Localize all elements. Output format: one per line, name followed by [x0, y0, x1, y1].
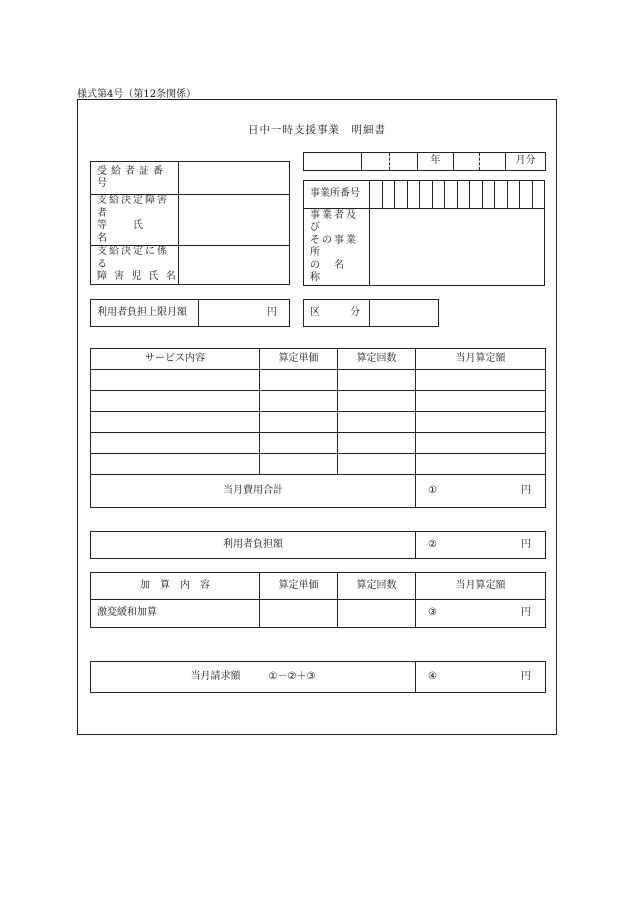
- service-content-field[interactable]: [91, 454, 260, 475]
- claim-table: [90, 661, 546, 693]
- unit-price-field[interactable]: [260, 412, 338, 433]
- office-number-digit[interactable]: [382, 181, 395, 209]
- date-era-cell[interactable]: [304, 153, 362, 171]
- addition-header-count: 算定回数: [338, 573, 416, 600]
- addition-unit-price-field[interactable]: [260, 600, 338, 628]
- burden-field[interactable]: [416, 532, 546, 559]
- limit-label: 利用者負担上限月額: [91, 300, 199, 327]
- service-header-amount: 当月算定額: [416, 349, 546, 370]
- office-number-digit[interactable]: [420, 181, 433, 209]
- service-content-field[interactable]: [91, 391, 260, 412]
- total-cost-unit: 円: [521, 484, 531, 496]
- office-number-digit[interactable]: [482, 181, 495, 209]
- office-number-digit[interactable]: [532, 181, 545, 209]
- unit-price-field[interactable]: [260, 433, 338, 454]
- addition-header-amount: 当月算定額: [416, 573, 546, 600]
- category-table: [303, 299, 439, 327]
- recipient-table: [90, 161, 290, 285]
- addition-header-content: 加 算 内 容: [91, 573, 260, 600]
- office-name-label-line2: その事業所: [310, 234, 358, 258]
- decided-name-label: [91, 195, 179, 246]
- office-number-digit[interactable]: [445, 181, 458, 209]
- claim-label-cell: [91, 662, 416, 693]
- count-field[interactable]: [338, 391, 416, 412]
- category-field[interactable]: [370, 300, 439, 327]
- unit-price-field[interactable]: [260, 370, 338, 391]
- addition-amount-field[interactable]: [416, 600, 546, 628]
- unit-price-field[interactable]: [260, 391, 338, 412]
- table-row: [91, 370, 546, 391]
- amount-field[interactable]: [416, 433, 546, 454]
- office-number-digit[interactable]: [495, 181, 508, 209]
- office-table: [303, 180, 545, 286]
- service-content-field[interactable]: [91, 412, 260, 433]
- total-cost-mark: ①: [428, 484, 437, 496]
- child-name-label-line1: 支給決定に係る: [97, 246, 169, 270]
- office-name-label-line3: の 名 称: [310, 259, 358, 283]
- service-content-field[interactable]: [91, 433, 260, 454]
- table-row: [91, 433, 546, 454]
- office-number-digit[interactable]: [432, 181, 445, 209]
- office-number-digit[interactable]: [457, 181, 470, 209]
- decided-name-label-line2: 等 氏 名: [97, 220, 169, 244]
- office-name-label: [304, 209, 370, 286]
- form-number: 様式第4号（第12条関係）: [77, 89, 197, 100]
- addition-table: [90, 572, 546, 628]
- service-content-field[interactable]: [91, 370, 260, 391]
- addition-count-field[interactable]: [338, 600, 416, 628]
- burden-unit: 円: [521, 538, 531, 550]
- claim-field[interactable]: [416, 662, 546, 693]
- office-number-digit[interactable]: [520, 181, 533, 209]
- addition-header-unit-price: 算定単価: [260, 573, 338, 600]
- year-digit-1[interactable]: [362, 153, 390, 171]
- total-cost-label: 当月費用合計: [91, 475, 416, 508]
- office-number-digit[interactable]: [395, 181, 408, 209]
- month-digit-1[interactable]: [454, 153, 480, 171]
- cert-number-label: 受給者証番号: [91, 162, 179, 195]
- decided-name-field[interactable]: [179, 195, 290, 246]
- burden-mark: ②: [428, 538, 437, 550]
- year-label: 年: [418, 153, 454, 171]
- child-name-label-line2: 障 害 児 氏 名: [97, 271, 178, 282]
- month-digit-2[interactable]: [480, 153, 506, 171]
- document-title: 日中一時支援事業 明細書: [248, 124, 386, 136]
- burden-label: 利用者負担額: [91, 532, 416, 559]
- count-field[interactable]: [338, 370, 416, 391]
- amount-field[interactable]: [416, 391, 546, 412]
- claim-unit: 円: [521, 670, 531, 682]
- claim-label: 当月請求額: [190, 670, 241, 682]
- unit-price-field[interactable]: [260, 454, 338, 475]
- office-name-field[interactable]: [370, 209, 545, 286]
- office-number-digit[interactable]: [370, 181, 383, 209]
- count-field[interactable]: [338, 454, 416, 475]
- amount-field[interactable]: [416, 412, 546, 433]
- month-label: 月分: [506, 153, 546, 171]
- decided-name-label-line1: 支給決定障害者: [97, 195, 169, 219]
- amount-field[interactable]: [416, 370, 546, 391]
- office-number-label: 事業所番号: [304, 181, 370, 209]
- child-name-label: [91, 246, 179, 285]
- child-name-field[interactable]: [179, 246, 290, 285]
- table-row: [91, 454, 546, 475]
- service-table: [90, 348, 546, 508]
- service-header-content: サービス内容: [91, 349, 260, 370]
- limit-table: [90, 299, 290, 327]
- claim-formula: ①－②＋③: [268, 670, 316, 682]
- office-number-digit[interactable]: [407, 181, 420, 209]
- mitigation-addition-label: 激変緩和加算: [91, 600, 260, 628]
- claim-mark: ④: [428, 670, 437, 682]
- table-row: [91, 412, 546, 433]
- office-number-digit[interactable]: [470, 181, 483, 209]
- limit-amount-field[interactable]: [199, 300, 290, 327]
- burden-table: [90, 531, 546, 559]
- service-header-unit-price: 算定単価: [260, 349, 338, 370]
- count-field[interactable]: [338, 412, 416, 433]
- date-row-table: [303, 152, 546, 171]
- count-field[interactable]: [338, 433, 416, 454]
- category-label: 区 分: [304, 300, 370, 327]
- office-number-digit[interactable]: [507, 181, 520, 209]
- service-header-count: 算定回数: [338, 349, 416, 370]
- office-name-label-line1: 事業者及び: [310, 209, 358, 233]
- addition-unit: 円: [521, 607, 531, 619]
- amount-field[interactable]: [416, 454, 546, 475]
- addition-mark: ③: [428, 607, 437, 619]
- year-digit-2[interactable]: [390, 153, 418, 171]
- cert-number-field[interactable]: [179, 162, 290, 195]
- table-row: [91, 391, 546, 412]
- total-cost-field[interactable]: [416, 475, 546, 508]
- limit-unit: 円: [267, 306, 277, 318]
